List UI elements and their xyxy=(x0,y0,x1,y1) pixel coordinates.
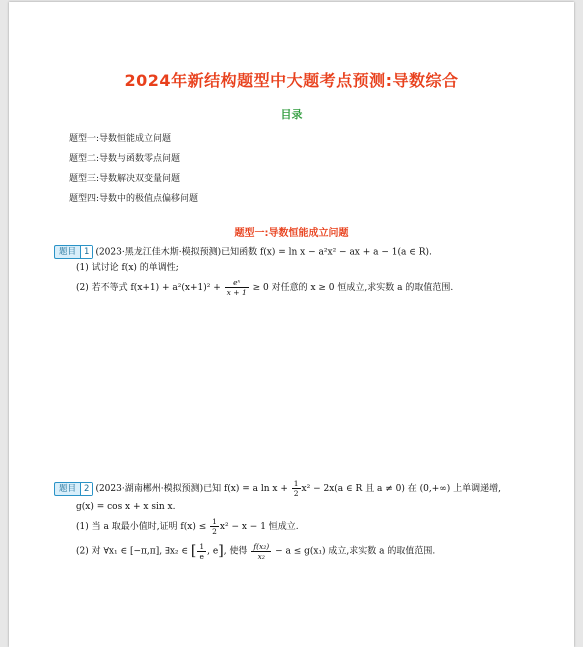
problem-2-stem-line xyxy=(54,479,501,499)
fraction-numerator: eˣ xyxy=(225,278,249,288)
interval-right-end: , e xyxy=(207,546,219,557)
problem-1 xyxy=(54,245,453,299)
problem-2-part-1 xyxy=(76,516,501,538)
left-bracket: [ xyxy=(190,543,197,559)
fraction xyxy=(197,542,206,561)
document-page xyxy=(9,2,574,647)
problem-1-part-2 xyxy=(76,277,453,299)
document-title: 2024年新结构题型中大题考点预测:导数综合 xyxy=(124,71,459,90)
fraction xyxy=(210,517,219,536)
fraction xyxy=(225,278,249,297)
problem-stem: 已知函数 f(x) = ln x − a²x² − ax + a − 1(a ∈ R). xyxy=(221,247,432,258)
fraction xyxy=(292,479,301,498)
problem-source: (2023·黑龙江佳木斯·模拟预测) xyxy=(95,247,222,258)
toc-item-4[interactable]: 题型四:导数中的极值点偏移问题 xyxy=(69,194,199,204)
fraction-denominator: x + 1 xyxy=(226,288,247,297)
problem-stem-suffix: x² − 2x(a ∈ R 且 a ≠ 0) 在 (0,+∞) 上单调递增, xyxy=(301,484,502,494)
section-title: 题型一:导数恒能成立问题 xyxy=(234,228,349,239)
toc-item-2[interactable]: 题型二:导数与函数零点问题 xyxy=(69,154,181,164)
toc-heading: 目录 xyxy=(280,108,303,121)
problem-badge-label: 题目 xyxy=(59,483,77,494)
fraction-denominator: 2 xyxy=(212,527,217,536)
part-2-prefix: (2) 若不等式 f(x+1) + a²(x+1)² + xyxy=(76,283,221,293)
part-1-suffix: x² − x − 1 恒成立. xyxy=(219,522,299,532)
fraction-denominator: 2 xyxy=(293,489,299,498)
problem-source: (2023·湖南郴州·模拟预测) xyxy=(95,484,204,494)
table-of-contents xyxy=(69,132,198,212)
part-2-prefix: (2) 对 ∀x₁ ∈ [−π,π], ∃x₂ ∈ xyxy=(76,546,189,557)
fraction-denominator: x₂ xyxy=(257,551,265,561)
problem-number: 2 xyxy=(80,483,92,495)
part-2-mid: , 使得 xyxy=(223,546,248,557)
problem-stem-prefix: 已知 f(x) = a ln x + xyxy=(203,484,288,494)
fraction-numerator: f(x₂) xyxy=(253,541,270,551)
problem-number: 1 xyxy=(80,246,92,258)
problem-1-part-1: (1) 试讨论 f(x) 的单调性; xyxy=(76,263,179,273)
toc-item-1[interactable]: 题型一:导数恒能成立问题 xyxy=(69,134,172,144)
part-2-suffix: − a ≤ g(x₁) 成立,求实数 a 的取值范围. xyxy=(275,546,436,557)
fraction-numerator: 1 xyxy=(212,517,217,526)
problem-2-part-2 xyxy=(76,538,501,564)
problem-badge-label: 题目 xyxy=(59,247,77,257)
fraction-numerator: 1 xyxy=(199,541,205,551)
part-2-suffix: ≥ 0 对任意的 x ≥ 0 恒成立,求实数 a 的取值范围. xyxy=(252,283,454,293)
fraction xyxy=(251,542,271,561)
fraction-denominator: e xyxy=(199,551,204,561)
problem-badge xyxy=(54,482,93,496)
part-1-prefix: (1) 当 a 取最小值时,证明 f(x) ≤ xyxy=(76,522,207,532)
problem-2 xyxy=(54,479,501,564)
toc-item-3[interactable]: 题型三:导数解决双变量问题 xyxy=(69,174,181,184)
problem-1-stem-line xyxy=(54,245,453,260)
right-bracket: ] xyxy=(218,543,224,559)
problem-badge xyxy=(54,245,93,259)
problem-2-stem-line-2: g(x) = cos x + x sin x. xyxy=(76,502,176,512)
fraction-numerator: 1 xyxy=(293,479,299,488)
